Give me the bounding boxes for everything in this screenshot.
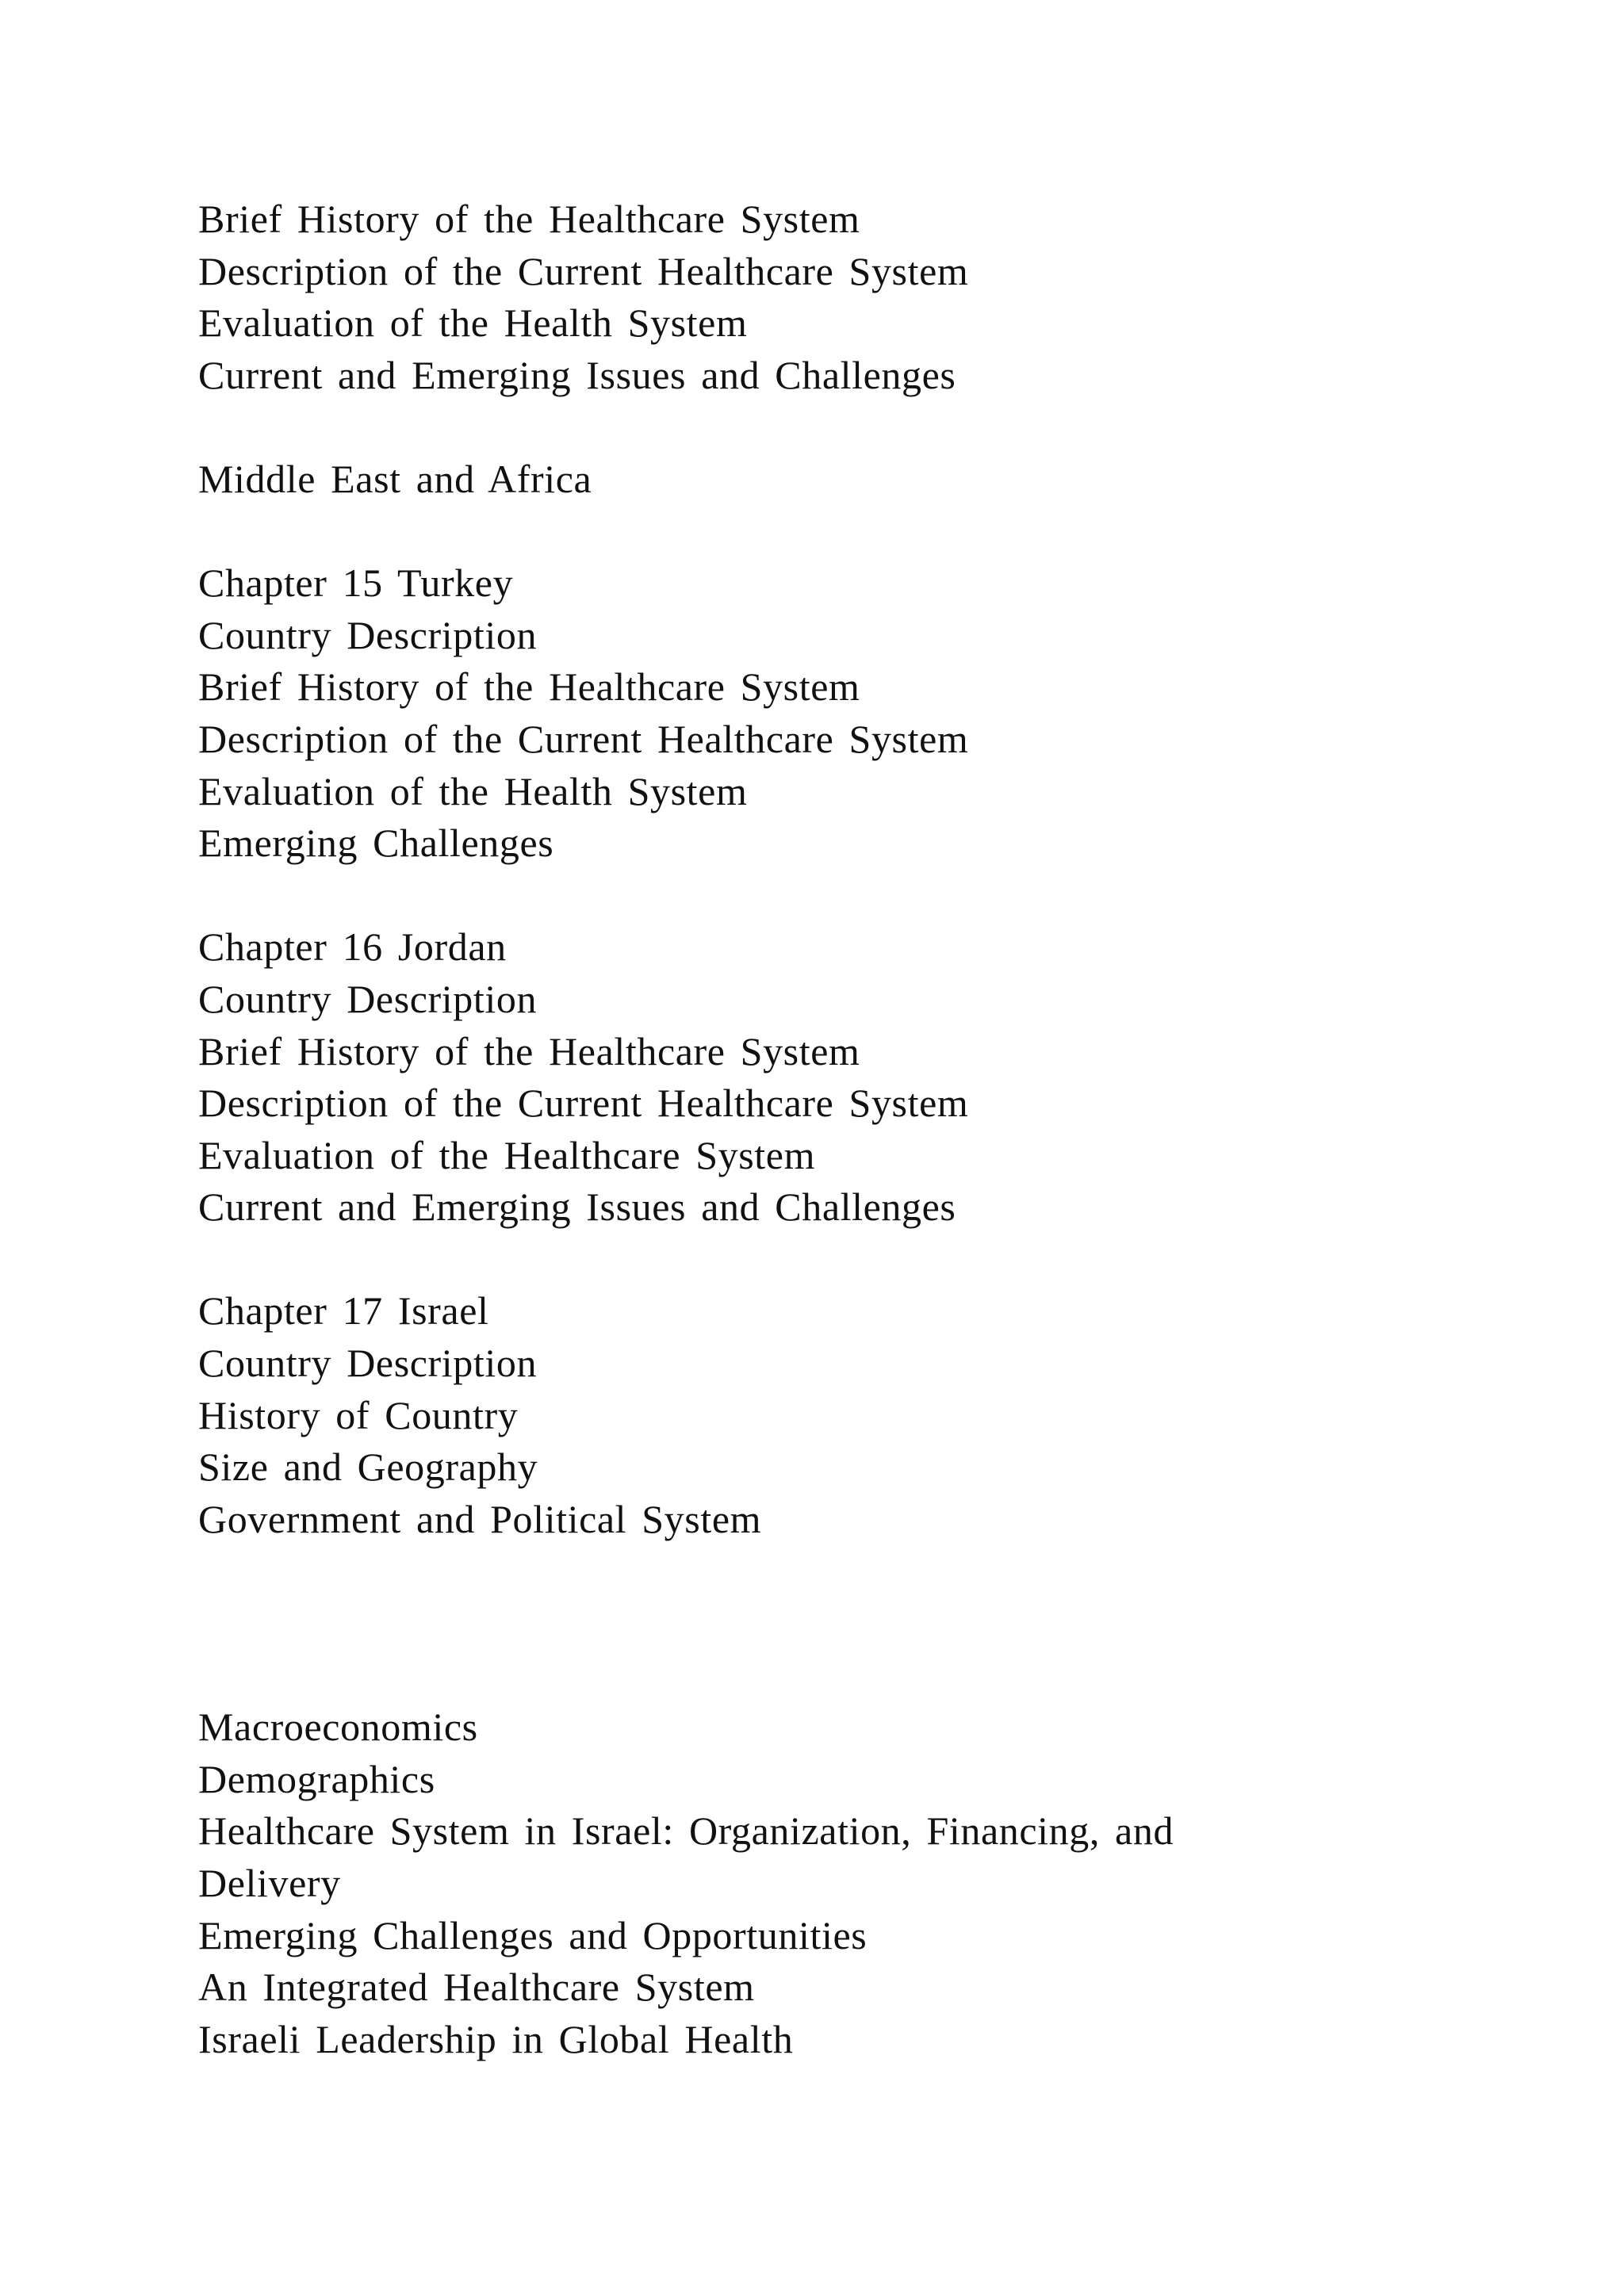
chapter-15-block (198, 557, 1435, 870)
toc-item: Description of the Current Healthcare System (198, 716, 969, 761)
toc-item: Size and Geography (198, 1445, 538, 1490)
toc-item: Government and Political System (198, 1496, 762, 1541)
chapter-16-block (198, 921, 1435, 1234)
spacer (198, 1234, 1435, 1286)
toc-item: Evaluation of the Health System (198, 300, 748, 346)
toc-item: Israeli Leadership in Global Health (198, 2016, 794, 2061)
toc-item: Emerging Challenges (198, 821, 554, 866)
toc-item: Delivery (198, 1861, 341, 1906)
toc-item: An Integrated Healthcare System (198, 1965, 755, 2010)
toc-item: Brief History of the Healthcare System (198, 197, 860, 241)
spacer (198, 506, 1435, 558)
toc-item: Country Description (198, 612, 538, 657)
toc-item: Demographics (198, 1756, 435, 1801)
chapter-title: Chapter 17 Israel (198, 1288, 489, 1334)
spacer (198, 401, 1435, 453)
toc-item: Brief History of the Healthcare System (198, 1028, 860, 1073)
toc-item: Current and Emerging Issues and Challenges (198, 352, 956, 397)
toc-item: Country Description (198, 976, 538, 1021)
toc-item: Country Description (198, 1341, 538, 1386)
toc-item: Description of the Current Healthcare System (198, 1081, 969, 1126)
chapter-title: Chapter 16 Jordan (198, 924, 507, 970)
toc-item: Current and Emerging Issues and Challenges (198, 1184, 956, 1230)
toc-item: Evaluation of the Health System (198, 768, 748, 813)
toc-item: Healthcare System in Israel: Organization, Financing, and (198, 1808, 1174, 1854)
toc-item: Macroeconomics (198, 1705, 478, 1750)
table-of-contents (198, 193, 1435, 2065)
toc-item: History of Country (198, 1392, 519, 1437)
chapter-17-block (198, 1285, 1435, 2065)
toc-item: Brief History of the Healthcare System (198, 664, 860, 710)
toc-item: Evaluation of the Healthcare System (198, 1132, 816, 1177)
chapter-title: Chapter 15 Turkey (198, 561, 514, 606)
spacer (198, 1545, 1435, 1701)
toc-item: Emerging Challenges and Opportunities (198, 1912, 868, 1957)
part-heading: Middle East and Africa (198, 456, 592, 501)
spacer (198, 870, 1435, 922)
toc-item: Description of the Current Healthcare System (198, 248, 969, 293)
section-top-list (198, 193, 1435, 401)
